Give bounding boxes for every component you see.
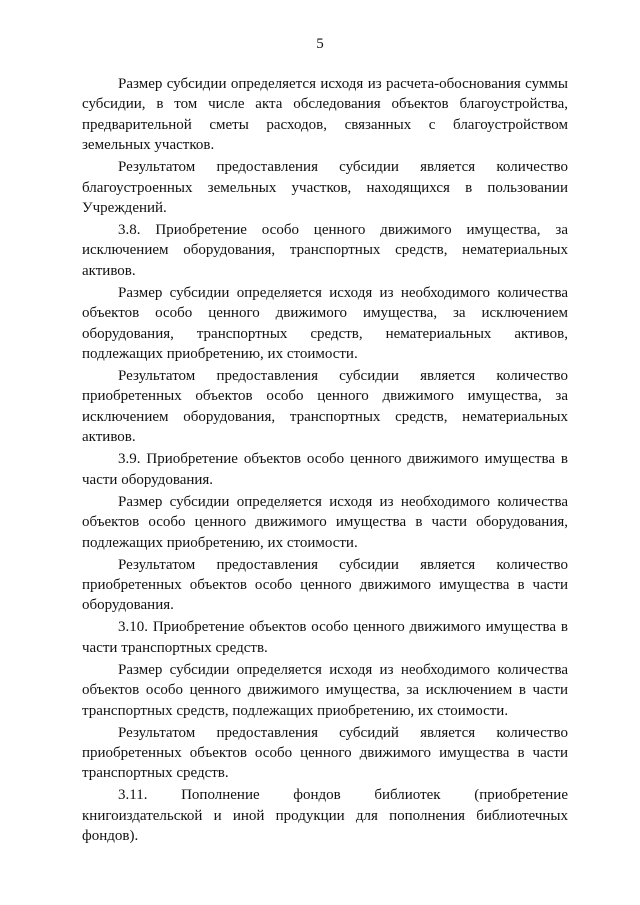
page-number: 5 xyxy=(316,36,324,52)
paragraph-section-3-10: 3.10. Приобретение объектов особо ценного движимого имущества в части транспортных средств. xyxy=(82,619,568,656)
paragraph-subsidy-size-landscaping: Размер субсидии определяется исходя из расчета-обоснования суммы субсидии, в том числе акта обследования объектов благоустройства, предварительной сметы расходов, связанных с благоустройством земельных участков. xyxy=(82,76,568,154)
paragraph-subsidy-size-3-9: Размер субсидии определяется исходя из необходимого количества объектов особо ценного движимого имущества в части оборудования, подлежащих приобретению, их стоимости. xyxy=(82,493,568,551)
paragraph-section-3-9: 3.9. Приобретение объектов особо ценного движимого имущества в части оборудования. xyxy=(82,451,568,488)
paragraph-result-3-9: Результатом предоставления субсидии является количество приобретенных объектов особо ценного движимого имущества в части оборудования. xyxy=(82,556,568,614)
paragraph-subsidy-size-3-8: Размер субсидии определяется исходя из необходимого количества объектов особо ценного движимого имущества, за исключением оборудования, транспортных средств, нематериальных активов, подлежащих приобретению, их стоимости. xyxy=(82,284,568,363)
paragraph-subsidy-size-3-10: Размер субсидии определяется исходя из необходимого количества объектов особо ценного движимого имущества, за исключением в части транспортных средств, подлежащих приобретению, их стоимости. xyxy=(82,661,568,719)
paragraph-result-3-8: Результатом предоставления субсидии является количество приобретенных объектов особо ценного движимого имущества, за исключением оборудования, транспортных средств, нематериальных активов. xyxy=(82,368,568,446)
paragraph-result-3-10: Результатом предоставления субсидий является количество приобретенных объектов особо ценного движимого имущества в части транспортных средств. xyxy=(82,724,568,782)
paragraph-section-3-11: 3.11. Пополнение фондов библиотек (приобретение книгоиздательской и иной продукции для пополнения библиотечных фондов). xyxy=(82,787,568,845)
document-body xyxy=(82,74,568,847)
paragraph-section-3-8: 3.8. Приобретение особо ценного движимого имущества, за исключением оборудования, транспортных средств, нематериальных активов. xyxy=(82,222,568,279)
paragraph-result-landscaping: Результатом предоставления субсидии является количество благоустроенных земельных участков, находящихся в пользовании Учреждений. xyxy=(82,159,568,217)
